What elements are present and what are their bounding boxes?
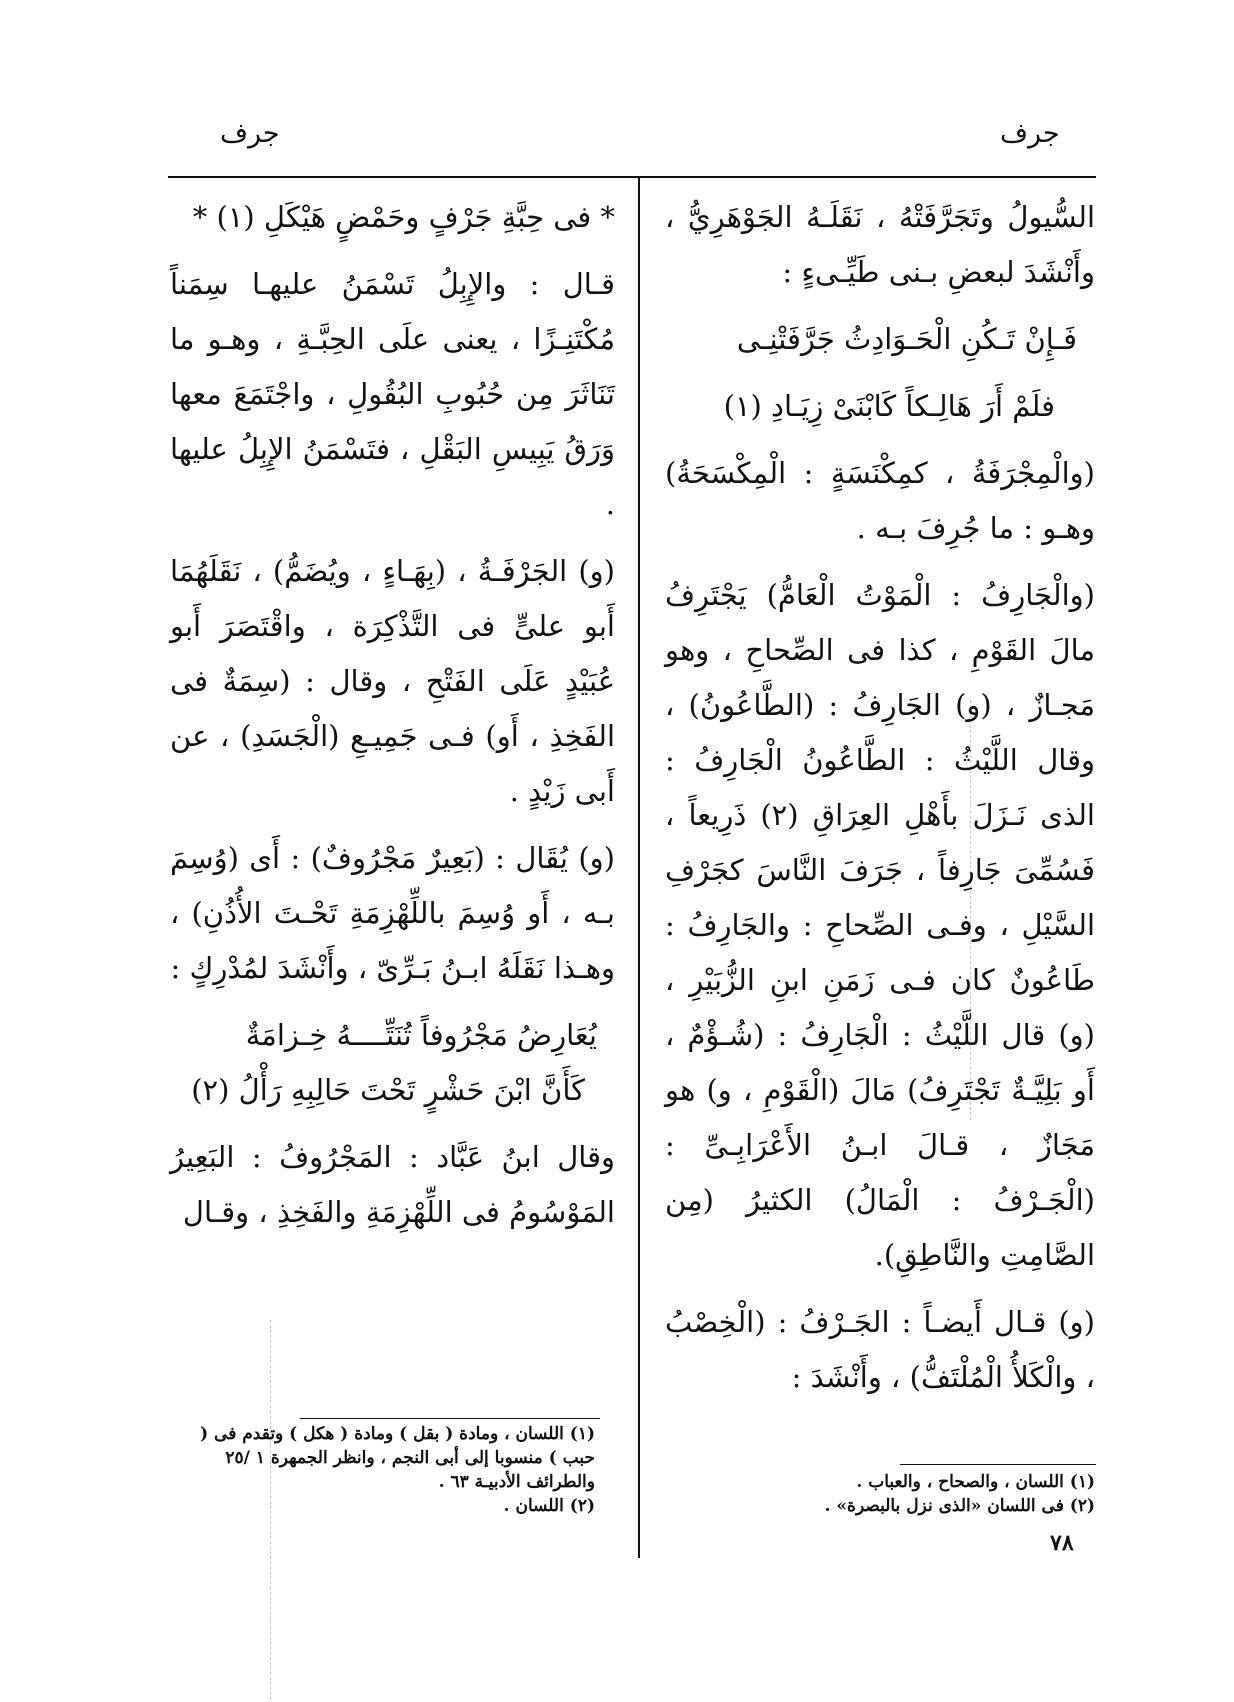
- paragraph: السُّيولُ وتَجَرَّفَتْهُ ، نَقَلَـهُ الجَوْهَرِيُّ ، وأَنْشَدَ لبعضِ بـنى طَيِّـىءٍ :: [665, 200, 1095, 289]
- page-number: ٧٨: [1050, 1530, 1074, 1556]
- running-header-left: جرف: [220, 118, 280, 149]
- header-rule: [168, 176, 1096, 178]
- footnote: (٢) اللسان .: [503, 1496, 595, 1516]
- column-divider: [638, 178, 640, 1558]
- left-column: [170, 190, 615, 1252]
- verse-line: فلَمْ أَرَ هَالِـكاً كَابْنَىْ زِيَـادِ (١): [723, 389, 1055, 423]
- footnote: (١) اللسان ، ومادة ( بقل ) ومادة ( هكل ) وتقدم فى ( حبب ) منسوبا إلى أبى النجم ، وانظر الجمهرة ١ /٢٥ والطرائف الأدبيـة ٦٣ .: [200, 1424, 595, 1492]
- footnotes-right: [780, 1470, 1095, 1518]
- footnotes-left: [170, 1422, 595, 1518]
- paragraph: (و) الجَرْفَـةُ ، (بِهَـاءٍ ، ويُضَمُّ) ، نَقَلَهُمَا أَبو علىٍّ فى التَّذْكِرَة ، واقْتَصَرَ أَبو عُبَيْدٍ عَلَى الفَتْحِ ، وقال : (سِمَةٌ فى الفَخِذِ ، أَو) فـى جَمِيـعِ (الْجَسَدِ) ، عن أَبى زَيْدٍ .: [170, 554, 615, 808]
- footnote: (١) اللسان ، والصحاح ، والعباب .: [856, 1472, 1095, 1492]
- paragraph: (والْجَارِفُ : الْمَوْتُ الْعَامُّ) يَجْتَرِفُ مالَ القَوْمِ ، كذا فى الصِّحاحِ ، وهو مَجـازٌ ، (و) الجَارِفُ : (الطَّاعُونُ) ، وقال اللَّيْثُ : الطَّاعُونُ الْجَارِفُ : الذى نَـزَلَ بأَهْلِ العِرَاقِ (٢) ذَرِيعاً ، فَسُمِّىَ جَارِفاً ، جَرَفَ النَّاسَ كجَرْفِ السَّيْلِ ، وفـى الصِّحاحِ : والجَارِفُ : طَاعُونٌ كان فـى زَمَنِ ابنِ الزُّبَيْرِ ، (و) قال اللَّيْثُ : الْجَارِفُ : (شُـؤْمٌ ، أَو بَلِيَّـةٌ تَجْتَرِفُ) مَالَ (الْقَوْمِ ، و) هو مَجَازٌ ، قـالَ ابـنُ الأَعْرَابِـىِّ : (الْجَـرْفُ : الْمَالُ) الكثيرُ (مِن الصَّامِتِ والنَّاطِقِ).: [665, 578, 1095, 1272]
- paragraph: وقال ابنُ عَبَّاد : المَجْرُوفُ : البَعِيرُ المَوْسُومُ فى اللِّهْزِمَةِ والفَخِذِ ، وقـال: [170, 1140, 615, 1229]
- right-column: [665, 190, 1095, 1417]
- verse-line: يُعَارِضُ مَجْرُوفاً تُنَتِّــــهُ خِـزامَةٌ: [245, 1018, 597, 1052]
- footnote: (٢) فى اللسان «الذى نزل بالبصرة» .: [824, 1496, 1095, 1516]
- footnote-rule-left: [300, 1418, 600, 1419]
- footnote-rule-right: [900, 1464, 1096, 1465]
- verse-line: * فى حِبَّةِ جَرْفٍ وحَمْضٍ هَيْكَلِ (١) *: [192, 200, 615, 234]
- paragraph: قـال : والإِبِلُ تَسْمَنُ عليهـا سِمَناً مُكْتَنِـزًا ، يعنى علَى الحِبَّـةِ ، وهـو ما تَنَاثَرَ مِن حُبُوبِ البُقُولِ ، واجْتَمَعَ معها وَرَقُ يَبِيسِ البَقْلِ ، فتَسْمَنُ الإِبِلُ عليها .: [170, 267, 615, 521]
- verse-line: فَـإِنْ تَـكُنِ الْحَـوَادِثُ جَرَّفَتْنِـى: [736, 322, 1077, 356]
- verse-line: كَأَنَّ ابْنَ حَشْرٍ تَحْتَ حَالِبِهِ رَأْلُ (٢): [191, 1073, 585, 1107]
- running-header-right: جرف: [1000, 118, 1060, 149]
- paragraph: (و) قـال أَيضـاً : الجَـرْفُ : (الْخِصْبُ ، والْكَلأُ الْمُلْتَفُّ) ، وأَنْشَدَ :: [665, 1305, 1095, 1394]
- paragraph: (والْمِجْرَفَةُ ، كمِكْنَسَةٍ : الْمِكْسَحَةُ) وهـو : ما جُرِفَ بـه .: [665, 456, 1095, 545]
- paragraph: (و) يُقَال : (بَعِيرٌ مَجْرُوفٌ) : أَى (وُسِمَ بـه ، أَو وُسِمَ باللِّهْزِمَةِ تَحْـتَ الأُذُنِ) ، وهـذا نَقَلَهُ ابـنُ بَـرِّىّ ، وأَنْشَدَ لمُدْرِكٍ :: [170, 841, 615, 985]
